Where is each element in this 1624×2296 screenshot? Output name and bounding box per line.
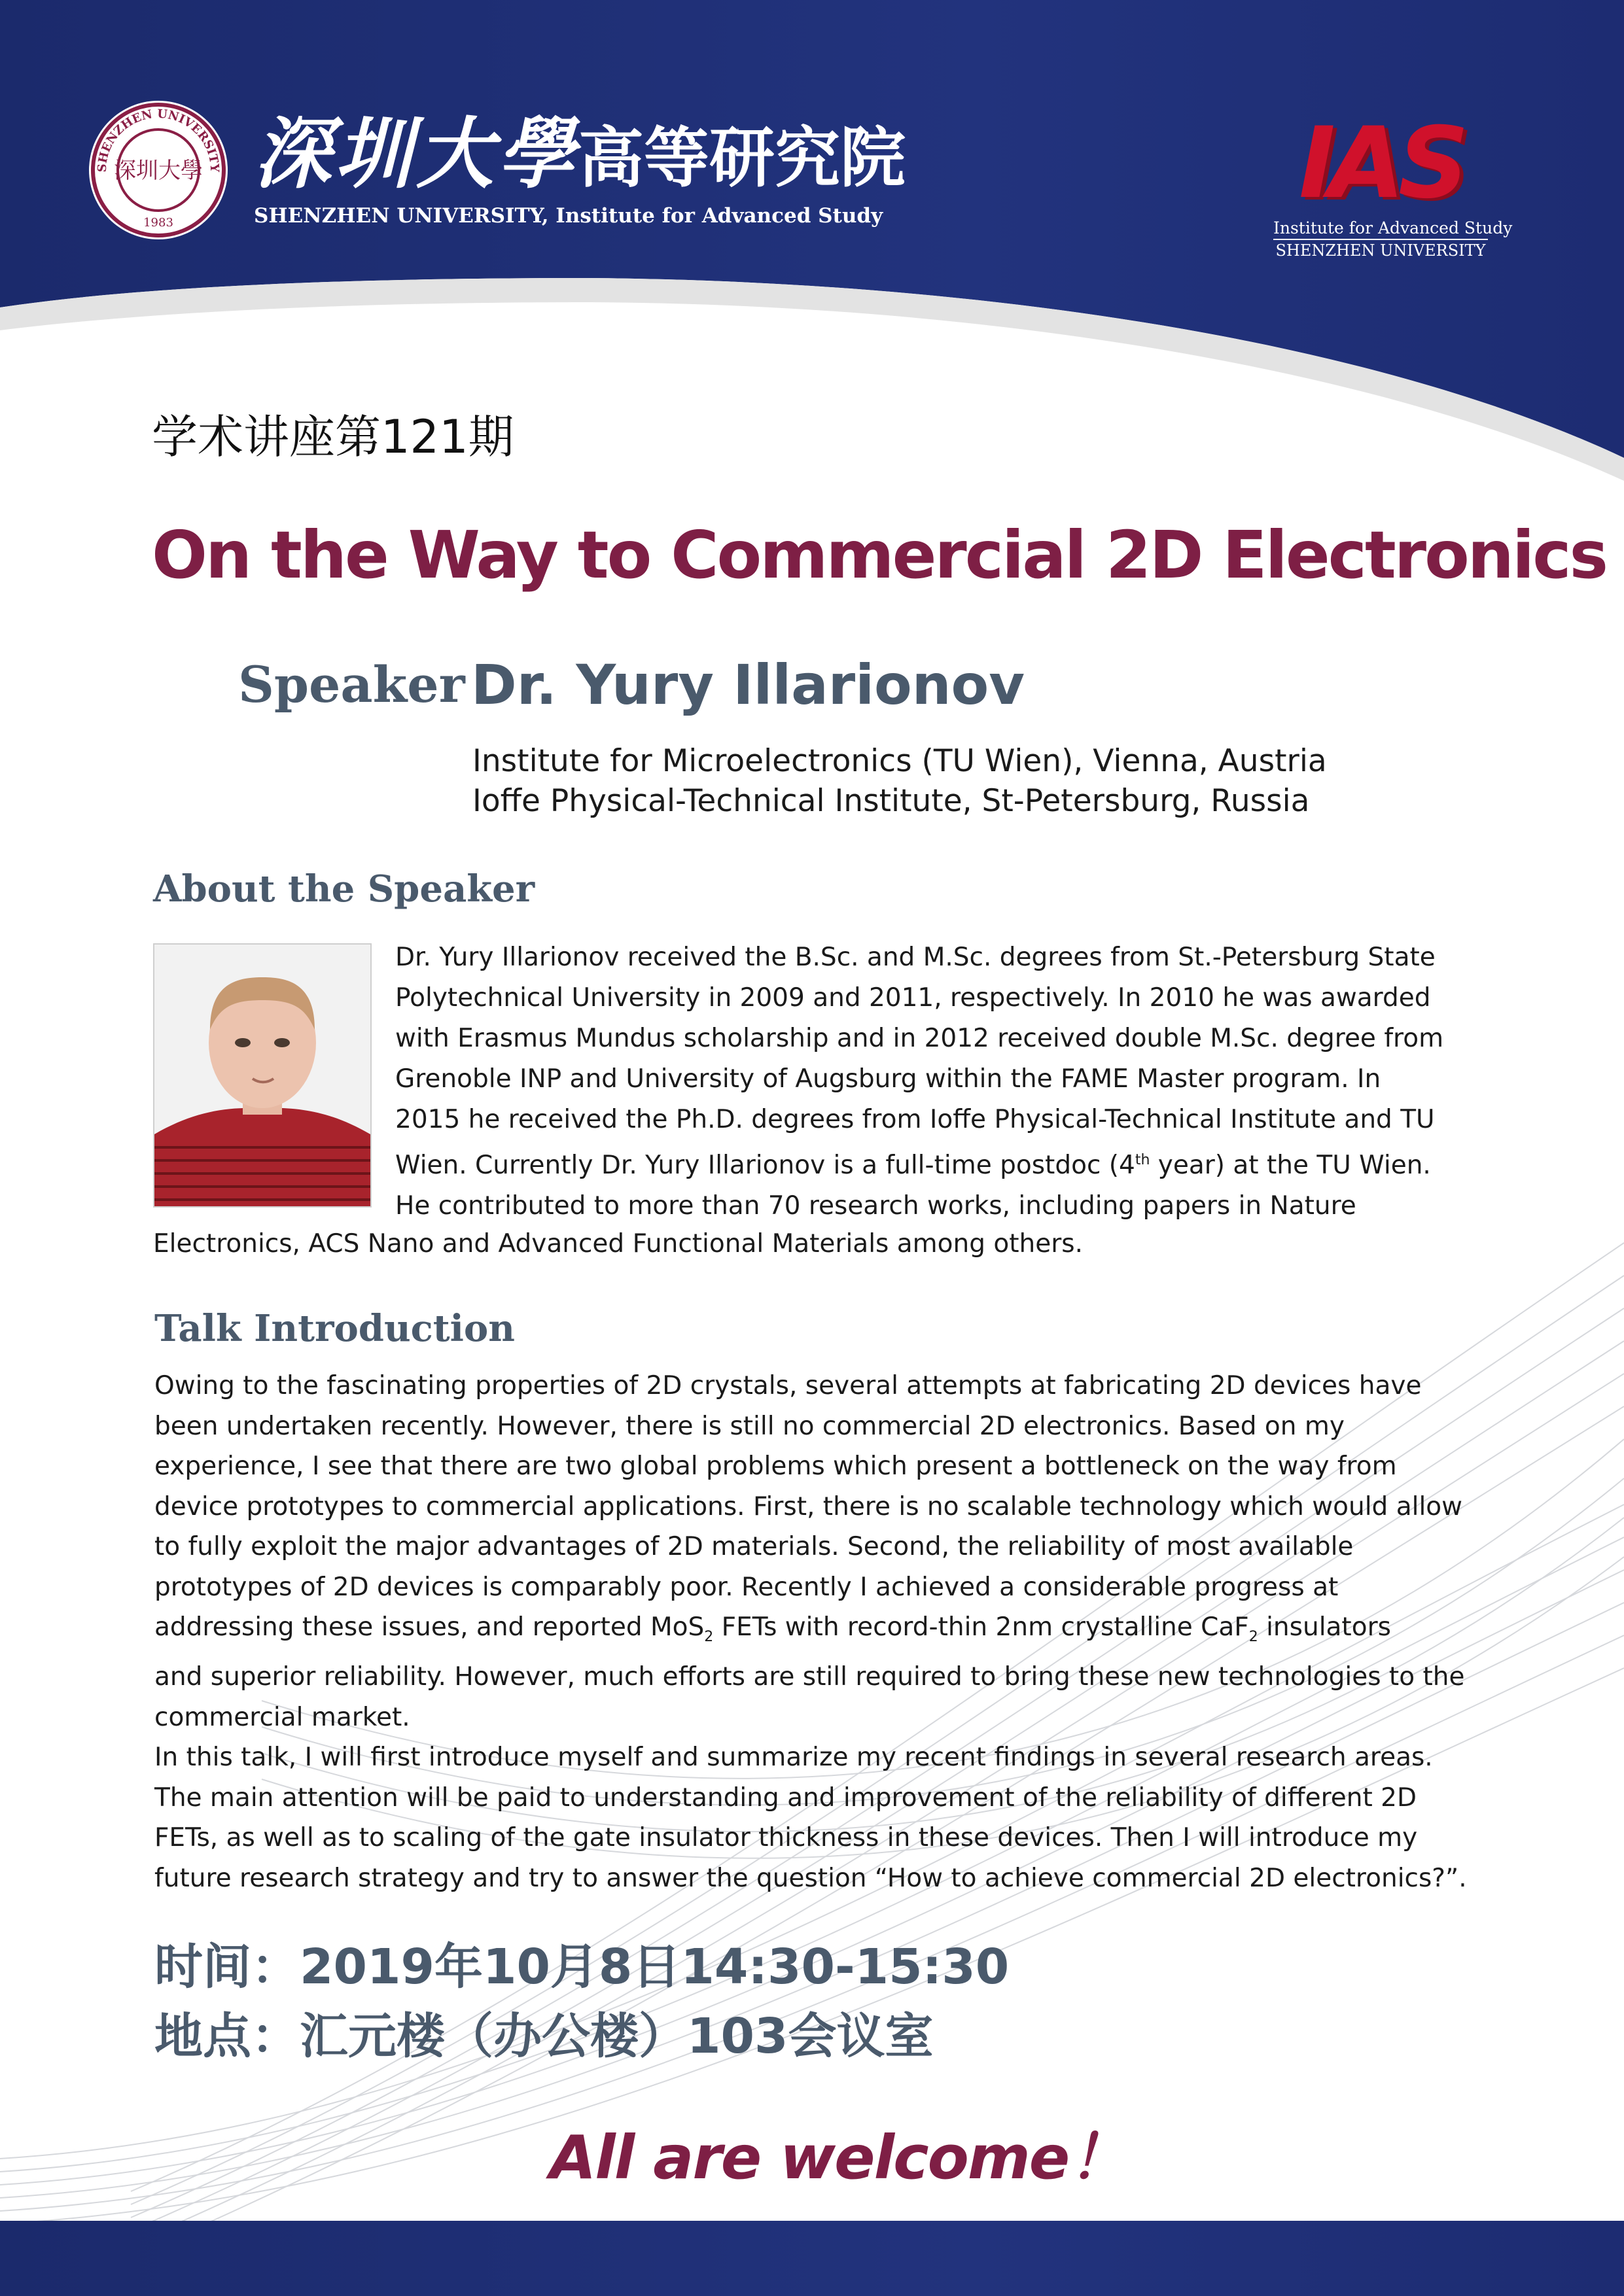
abstract-line: been undertaken recently. However, there is still no commercial 2D electronics. Based on my (154, 1411, 1345, 1441)
seal-year: 1983 (143, 216, 173, 230)
talk-abstract (154, 1366, 1470, 1898)
abstract-subscript: 2 (1248, 1628, 1258, 1645)
institute-cn: 高等研究院 (578, 120, 906, 196)
ias-line1: Institute for Advanced Study (1273, 218, 1488, 240)
abstract-line-part: addressing these issues, and reported MoS (154, 1612, 705, 1642)
welcome-text: All are welcome！ (550, 2123, 1128, 2193)
bio-line-part: year) at the TU Wien. (1150, 1151, 1431, 1180)
abstract-line: FETs, as well as to scaling of the gate insulator thickness in these devices. Then I will introduce my (154, 1823, 1418, 1853)
bio-line: with Erasmus Mundus scholarship and in 2012 received double M.Sc. degree from (395, 1024, 1444, 1053)
ias-line2: SHENZHEN UNIVERSITY (1275, 241, 1486, 260)
event-place: 地点：汇元楼（办公楼）103会议室 (154, 2008, 934, 2064)
university-seal (86, 98, 230, 242)
university-name-en: SHENZHEN UNIVERSITY, Institute for Advanced Study (254, 204, 883, 228)
about-heading: About the Speaker (153, 867, 535, 911)
talk-heading: Talk Introduction (154, 1307, 515, 1350)
footer-band (0, 2221, 1624, 2296)
bio-line-part: Wien. Currently Dr. Yury Illarionov is a full-time postdoc (4 (395, 1151, 1135, 1180)
abstract-line-part: FETs with record-thin 2nm crystalline CaF (713, 1612, 1249, 1642)
university-name-cn (254, 108, 906, 201)
bio-line (395, 1140, 1463, 1186)
speaker-affiliation-2: Ioffe Physical-Technical Institute, St-Petersburg, Russia (472, 783, 1310, 819)
abstract-line: future research strategy and try to answer the question “How to achieve commercial 2D electronics?”. (154, 1863, 1467, 1893)
seal-center-text: 深圳大學 (114, 158, 203, 184)
lecture-number: 学术讲座第121期 (152, 410, 514, 464)
abstract-line: and superior reliability. However, much efforts are still required to bring these new technologies to the (154, 1662, 1465, 1692)
bio-line-last: Electronics, ACS Nano and Advanced Functional Materials among others. (153, 1229, 1083, 1259)
abstract-line: In this talk, I will first introduce myself and summarize my recent findings in several research areas. (154, 1743, 1433, 1773)
bio-line: He contributed to more than 70 research works, including papers in Nature (395, 1191, 1356, 1221)
event-time: 时间：2019年10月8日14:30-15:30 (154, 1939, 1010, 1995)
speaker-name: Dr. Yury Illarionov (471, 653, 1025, 717)
talk-title: On the Way to Commercial 2D Electronics (152, 517, 1607, 593)
speaker-label: Speaker (238, 655, 465, 714)
abstract-line: prototypes of 2D devices is comparably poor. Recently I achieved a considerable progress at (154, 1572, 1339, 1602)
seal-top-text: SHENZHEN UNIVERSITY (95, 107, 222, 173)
speaker-photo (153, 943, 372, 1208)
bio-line: Grenoble INP and University of Augsburg within the FAME Master program. In (395, 1064, 1381, 1094)
bio-superscript: th (1135, 1152, 1150, 1168)
abstract-line: commercial market. (154, 1702, 410, 1732)
speaker-bio (395, 937, 1463, 1226)
ias-logo-mark: IAS (1299, 107, 1462, 220)
bio-line: Dr. Yury Illarionov received the B.Sc. and M.Sc. degrees from St.-Petersburg State (395, 943, 1436, 972)
ias-logo (1269, 107, 1513, 268)
speaker-affiliation-1: Institute for Microelectronics (TU Wien), Vienna, Austria (472, 743, 1327, 779)
abstract-subscript: 2 (704, 1628, 714, 1645)
bio-line: 2015 he received the Ph.D. degrees from Ioffe Physical-Technical Institute and TU (395, 1105, 1435, 1134)
abstract-line: experience, I see that there are two global problems which present a bottleneck on the way from (154, 1452, 1397, 1481)
abstract-line (154, 1607, 1470, 1657)
abstract-line: Owing to the fascinating properties of 2D crystals, several attempts at fabricating 2D devices have (154, 1371, 1422, 1400)
abstract-line: The main attention will be paid to understanding and improvement of the reliability of different 2D (154, 1783, 1417, 1813)
abstract-line: to fully exploit the major advantages of 2D materials. Second, the reliability of most available (154, 1532, 1354, 1561)
bio-line: Polytechnical University in 2009 and 2011, respectively. In 2010 he was awarded (395, 983, 1431, 1013)
abstract-line-part: insulators (1258, 1612, 1391, 1642)
abstract-line: device prototypes to commercial applications. First, there is no scalable technology which would allow (154, 1491, 1463, 1522)
university-cn: 深圳大學 (254, 108, 579, 199)
